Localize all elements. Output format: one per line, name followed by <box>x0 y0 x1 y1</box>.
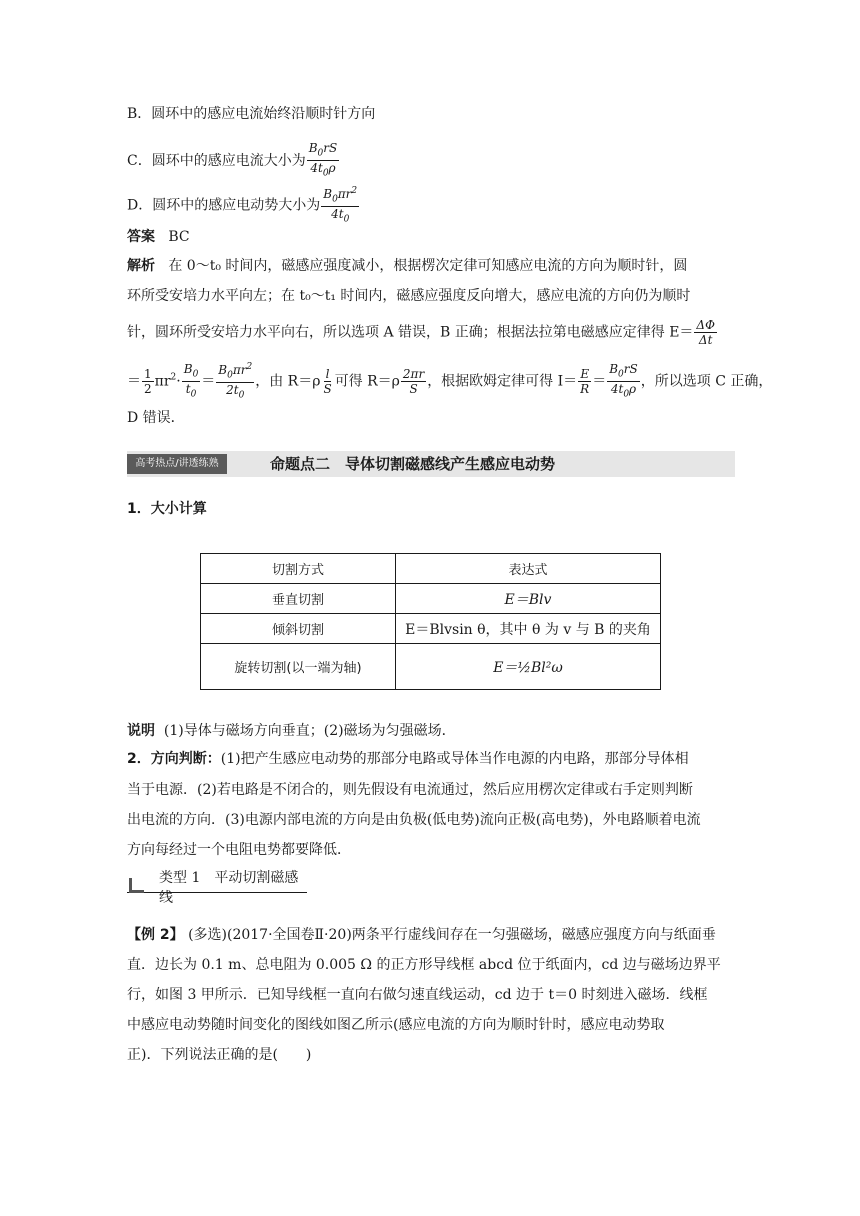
fraction-b0pir2: $\frac{B_0\pi r^2}{2t_0}$ <box>218 362 253 401</box>
fraction-2pir-s: $\frac{2\pi r}{S}$ <box>402 366 425 396</box>
example-line-3 <box>127 985 708 1005</box>
analysis-text-5: D 错误． <box>127 410 185 426</box>
example-text-3: 行，如图 3 甲所示．已知导线框一直向右做匀速直线运动，cd 边于 t＝0 时刻进入磁场．线框 <box>127 987 708 1003</box>
table-cell: E＝Blvsin θ，其中 θ 为 v 与 B 的夹角 <box>396 614 661 644</box>
fraction-half: $\frac{1}{2}$ <box>144 366 152 396</box>
analysis-text-4d: ，所以选项 C 正确， <box>640 373 773 390</box>
table-row <box>201 644 661 690</box>
type-header <box>127 868 307 906</box>
table-header-cell: 表达式 <box>396 554 661 584</box>
section-size-calculation: 1．大小计算 <box>127 501 207 517</box>
direction-text-1: (1)把产生感应电动势的那部分电路或导体当作电源的内电路，那部分导体相 <box>220 751 689 767</box>
analysis-line-1 <box>127 256 687 276</box>
banner-title: 命题点二 导体切割磁感线产生感应电动势 <box>270 455 556 473</box>
analysis-text-4b: 可得 R＝ρ <box>334 373 400 390</box>
table-row <box>201 614 661 644</box>
direction-line-2 <box>127 780 693 800</box>
fraction-l-s: $\frac{l}{S}$ <box>323 366 332 396</box>
option-c <box>127 141 340 181</box>
table-row <box>201 584 661 614</box>
direction-text-4: 方向每经过一个电阻电势都要降低． <box>127 842 351 858</box>
section-banner <box>127 451 735 477</box>
note-line <box>127 721 456 741</box>
corner-bracket-icon <box>129 878 144 893</box>
formula-table <box>200 553 661 690</box>
example-line-2 <box>127 955 721 975</box>
analysis-label: 解析 <box>127 258 155 274</box>
section-direction-label: 2．方向判断： <box>127 751 221 767</box>
direction-text-3: 出电流的方向．(3)电源内部电流的方向是由负极(低电势)流向正极(高电势)，外电路顺着电流 <box>127 812 701 828</box>
direction-text-2: 当于电源．(2)若电路是不闭合的，则先假设有电流通过，然后应用楞次定律或右手定则判断 <box>127 782 693 798</box>
table-cell: E＝½Bl²ω <box>396 644 661 690</box>
example-line-4 <box>127 1015 664 1035</box>
note-text: (1)导体与磁场方向垂直；(2)磁场为匀强磁场． <box>163 723 456 739</box>
option-d <box>127 184 360 227</box>
table-header-row <box>201 554 661 584</box>
example-text-4: 中感应电动势随时间变化的图线如图乙所示(感应电流的方向为顺时针时，感应电动势取 <box>127 1017 665 1033</box>
fraction-b0-t0: $\frac{B_0}{t_0}$ <box>183 361 199 400</box>
type-header-text: 类型 1 平动切割磁感线 <box>159 870 299 906</box>
answer-label: 答案 <box>127 229 155 245</box>
option-b <box>127 104 375 124</box>
fraction-d: $\frac{B_0\pi r^2}{4t_0}$ <box>323 186 358 225</box>
analysis-line-2 <box>127 286 690 306</box>
table-cell: 倾斜切割 <box>201 614 396 644</box>
option-d-text: D．圆环中的感应电动势大小为 <box>127 197 321 214</box>
analysis-text-1: 在 0～t₀ 时间内，磁感应强度减小，根据楞次定律可知感应电流的方向为顺时针，圆 <box>168 258 688 274</box>
example-text-5: 正)．下列说法正确的是( ) <box>127 1047 312 1063</box>
table-cell: E＝Blv <box>396 584 661 614</box>
option-c-text: C．圆环中的感应电流大小为 <box>127 152 306 169</box>
analysis-text-4c: ，根据欧姆定律可得 I＝ <box>427 373 578 390</box>
analysis-line-3 <box>127 318 718 347</box>
example-text-1: (多选)(2017·全国卷Ⅱ·20)两条平行虚线间存在一匀强磁场，磁感应强度方向与纸面垂 <box>188 927 716 943</box>
analysis-text-4a: ，由 R＝ρ <box>255 373 321 390</box>
analysis-line-5 <box>127 408 185 428</box>
answer-value: BC <box>168 229 190 245</box>
fraction-e-r: $\frac{E}{R}$ <box>580 366 590 396</box>
answer-line <box>127 227 190 247</box>
analysis-line-4: ＝ $\frac{1}{2}$ $\pi r^2\cdot$ $\frac{B_0}{t_0}$ ＝ $\frac{B_0\pi r^2}{2t_0}$ ，由 R＝ρ $\frac{l}{S}$ 可得 R＝ρ $\frac{2\pi r}{S}$ ，根据欧姆定律可得 I＝ $\frac{E}{R}$ ＝ $\frac{B_0rS}{4t_0\rho}$ ，所以选项 C 正确， <box>127 361 773 401</box>
fraction-c: $\frac{B_0rS}{4t_0\rho}$ <box>308 141 338 179</box>
example-line-1 <box>127 925 716 945</box>
example-line-5 <box>127 1045 311 1065</box>
fraction-b0rs: $\frac{B_0rS}{4t_0\rho}$ <box>609 361 638 400</box>
direction-line-1 <box>127 749 689 769</box>
table-cell: 旋转切割(以一端为轴) <box>201 644 396 690</box>
note-label: 说明 <box>127 723 155 739</box>
banner-tag: 高考热点/讲透练熟 <box>127 454 227 474</box>
analysis-text-3: 针，圆环所受安培力水平向右，所以选项 A 错误，B 正确；根据法拉第电磁感应定律得 E＝ <box>127 324 694 341</box>
direction-line-3 <box>127 810 701 830</box>
direction-line-4 <box>127 840 351 860</box>
fraction-dphi-dt: $\frac{\Delta\Phi}{\Delta t}$ <box>696 318 715 347</box>
analysis-text-2: 环所受安培力水平向左；在 t₀～t₁ 时间内，磁感应强度反向增大，感应电流的方向仍为顺时 <box>127 288 691 304</box>
table-cell: 垂直切割 <box>201 584 396 614</box>
option-b-text: B．圆环中的感应电流始终沿顺时针方向 <box>127 106 376 122</box>
example-label: 【例 2】 <box>127 927 184 943</box>
table-header-cell: 切割方式 <box>201 554 396 584</box>
example-text-2: 直．边长为 0.1 m、总电阻为 0.005 Ω 的正方形导线框 abcd 位于纸面内，cd 边与磁场边界平 <box>127 957 721 973</box>
